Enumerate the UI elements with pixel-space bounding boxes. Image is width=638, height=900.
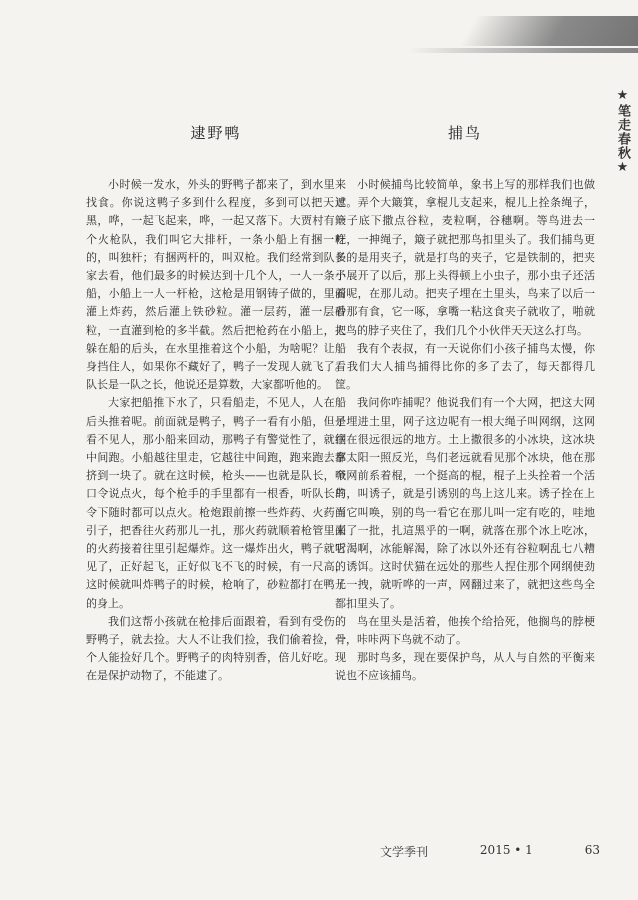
page-footer [380,843,600,860]
paragraph: 小时候捕鸟比较简单，象书上写的那样我们也做过。弄个大簸箕，拿棍儿支起来，棍儿上拴条绳子，簸子底下撒点谷粒，麦粒啊，谷穗啊。等鸟进去一吃，一抻绳子，簸子就把那鸟扣里头了。我们捕鸟更多的是用夹子，就是打鸟的夹子，它是铁制的，把夹子展开了以后，那上头得顿上小虫子，那小虫子还活着呢，在那儿动。把夹子埋在土里头，鸟来了以后一看那有食，它一啄，拿嘴一粘这食夹子就收了，啪就把鸟的脖子夹住了，我们几个小伙伴天天这么打鸟。 [335,178,595,337]
header-rule [408,48,638,53]
paragraph: 鸟在里头是活着，他挨个给拾死，他搁鸟的脖梗骨，咔咔两下鸟就不动了。 [335,614,595,647]
paragraph: 我有个表叔，有一天说你们小孩子捕鸟太慢，你看我们大人捕鸟捕得比你的多了去了，每天都得几筐。 [335,341,595,392]
paragraph: 我问你咋捕呢？他说我们有一个大网，把这大网子埋进土里，网子这边呢有一根大绳子叫网纲，这网纲在很远很远的地方。土上撒很多的小冰块，这冰块拿太阳一照反光，鸟们老远就看见那个冰块，他在那个网前系着棍，一个挺高的棍，棍子上头拴着一个活鸟，叫诱子，就是引诱别的鸟上这儿来。诱子拴在上面它叫唤，别的鸟一看它在那儿叫一定有吃的，哇地来了一批，扎這黑乎的一啊，就落在那个冰上吃冰，它渴啊，冰能解渴，除了冰以外还有谷粒啊乱七八糟的诱饵。这时伏猫在远处的那些人捏住那个网纲使劲儿一拽，就听哗的一声，网翻过来了，就把这些鸟全都扣里头了。 [335,396,595,610]
paragraph: 那时鸟多，现在要保护鸟，从人与自然的平衡来说也不应该捕鸟。 [335,651,595,683]
issue-number: 2015 • 1 [479,843,533,857]
article-body-left [86,176,346,686]
paragraph: 大家把船推下水了，只看船走，不见人，人在船后头推着呢。前面就是鸭子，鸭子一看有小船，但是看不见人，那小船来回动，那鸭子有警觉性了，就往中间跑。小船越往里走，它越往中间跑，跑来跑去都挤到一块了。就在这时候，枪头——也就是队长，喊口令说点火，每个枪手的手里都有一根香，听队长的令下随时都可以点火。枪炮跟前擦一些炸药、火药当引子，把香往火药那儿一扎，那火药就顺着枪管里面的火药接着往里引起爆炸。这一爆炸出火，鸭子就听见了，正好起飞，正好似飞不飞的时候，有一尺高，这时候就叫炸鸭子的时候，枪响了，砂粒都打在鸭子的身上。 [86,396,346,610]
section-tag: ★笔走春秋★ [615,88,630,176]
paragraph: 小时候一发水，外头的野鸭子都来了，到水里来找食。你说这鸭子多到什么程度，多到可以把天遮黑，哗，一起飞起来，哗，一起又落下。大贾村有一个火枪队，我们叫它大排杆，一条小船上有捆一杆的，叫独杆；有捆两杆的，叫双枪。我们经常到队长家去看，他们最多的时候达到十几个人，一人一条小船，小船上一人一杆枪，这枪是用钢铸子做的，里面灌上炸药，然后灌上铁砂粒。灌一层药，灌一层砂粒，一直灌到枪的多半截。然后把枪药在小船上，人躲在船的后头，在水里推着这个小船，为啥呢？让船身挡住人，如果你不藏好了，鸭子一发现人就飞了。队长是一队之长，他说还是算数，大家都听他的。 [86,178,346,392]
header-stripe [459,16,638,46]
article-title-left: 逮野鸭 [190,124,242,142]
journal-name: 文学季刊 [380,845,429,859]
article-body-right [335,176,595,686]
header-decoration [0,0,638,70]
page-number: 63 [584,843,600,857]
article-title-right: 捕鸟 [447,124,482,142]
paragraph: 我们这帮小孩就在枪排后面跟着，看到有受伤的野鸭子，就去捡。大人不让我们捡，我们偷着捡，一个人能捡好几个。野鸭子的肉特别香，倍儿好吃。现在是保护动物了，不能逮了。 [86,614,346,683]
